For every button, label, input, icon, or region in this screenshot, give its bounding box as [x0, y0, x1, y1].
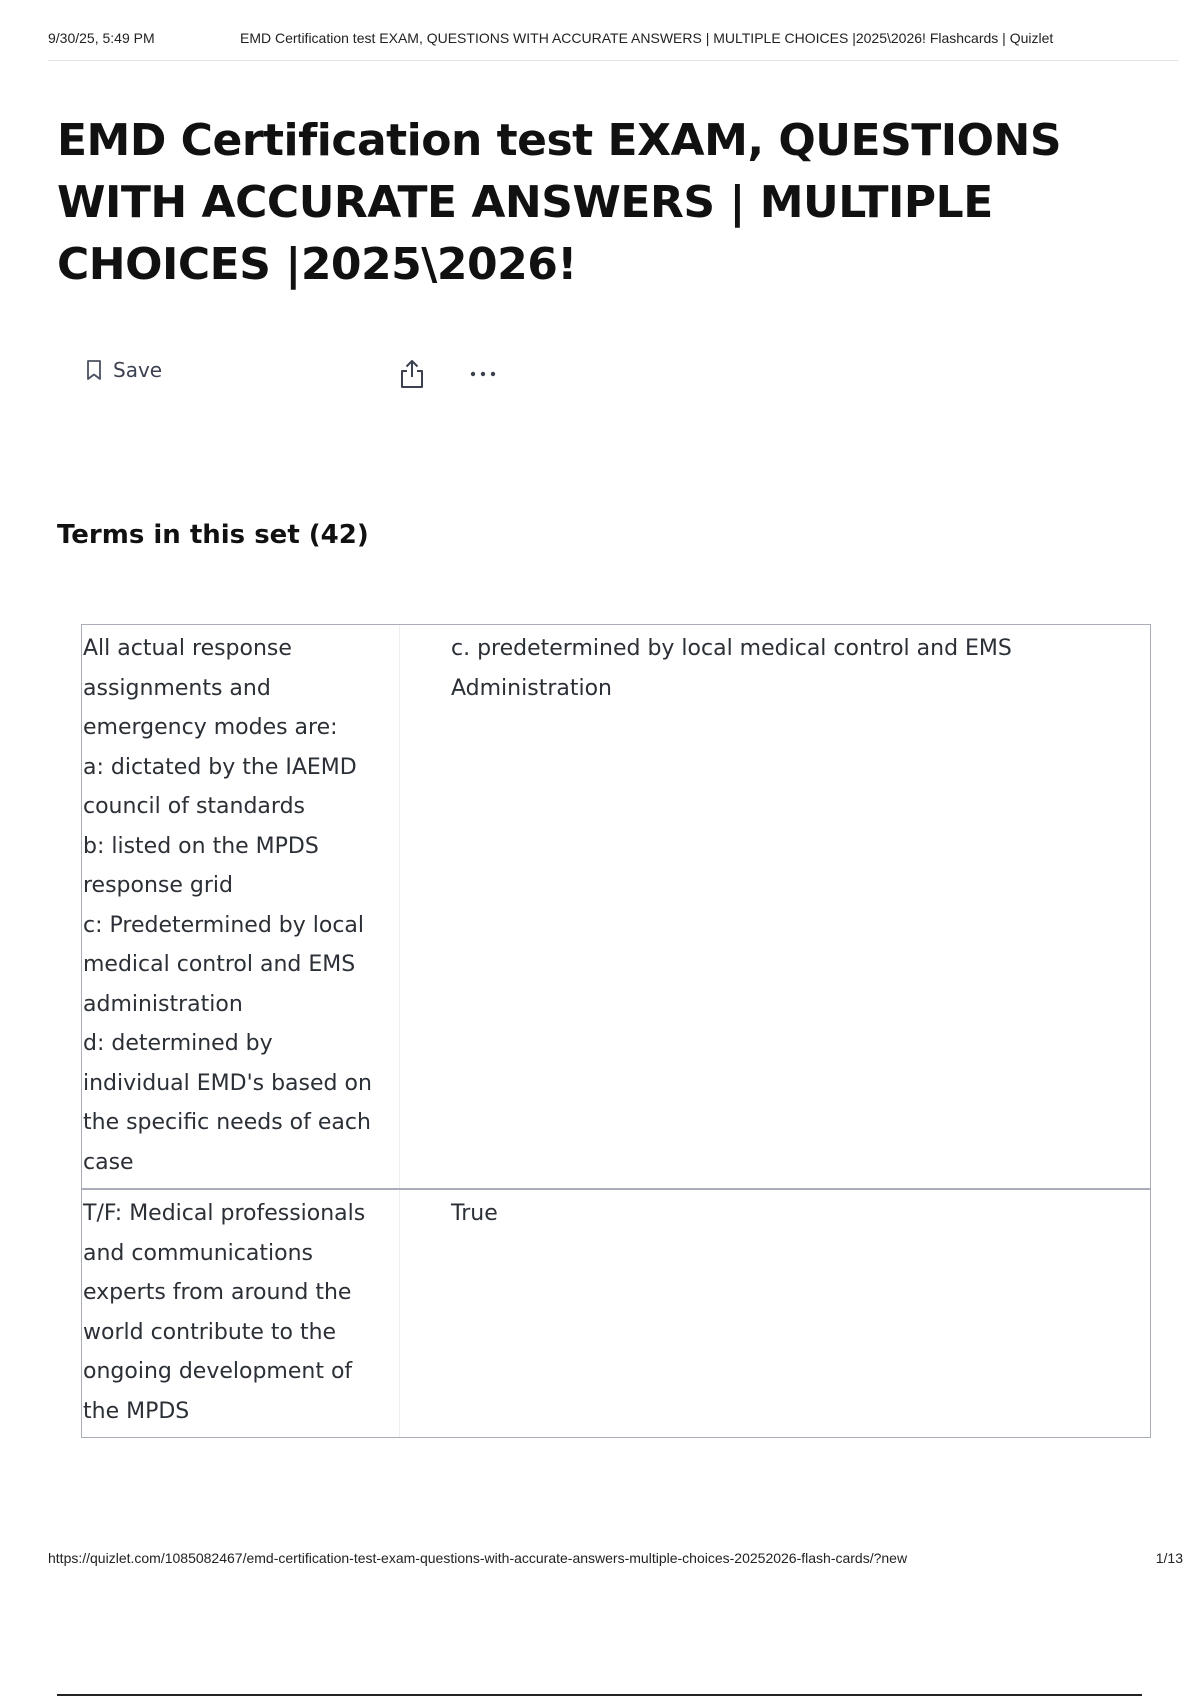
print-date: 9/30/25, 5:49 PM [48, 30, 155, 46]
term-row [82, 1190, 1150, 1437]
divider [57, 1694, 1142, 1696]
bookmark-icon [85, 359, 103, 381]
print-footer [48, 1550, 1183, 1574]
more-options-button[interactable] [467, 358, 499, 390]
terms-heading: Terms in this set (42) [57, 520, 369, 550]
page-number: 1/13 [1155, 1550, 1183, 1566]
term-text: T/F: Medical professionals and communications experts from around the world contribute to the ongoing development of the MPDS [82, 1190, 400, 1437]
share-button[interactable] [397, 358, 427, 390]
more-icon [467, 358, 499, 390]
save-button-label: Save [113, 358, 163, 382]
page-url: https://quizlet.com/1085082467/emd-certification-test-exam-questions-with-accurate-answers-multiple-choices-20252026-flash-cards/?new [48, 1550, 908, 1566]
print-document-title: EMD Certification test EXAM, QUESTIONS WITH ACCURATE ANSWERS | MULTIPLE CHOICES |2025\2026! Flashcards | Quizlet [240, 30, 1054, 46]
terms-table [81, 624, 1151, 1438]
term-row [82, 625, 1150, 1190]
page-title: EMD Certification test EXAM, QUESTIONS WITH ACCURATE ANSWERS | MULTIPLE CHOICES |2025\2026! [57, 115, 1062, 290]
definition-text: True [451, 1201, 498, 1226]
share-icon [397, 358, 427, 390]
definition-text: c. predetermined by local medical control and EMS Administration [451, 636, 1012, 701]
save-button[interactable] [85, 358, 162, 382]
print-header [48, 30, 1178, 61]
term-text: All actual response assignments and emergency modes are: a: dictated by the IAEMD council of standards b: listed on the MPDS response grid c: Predetermined by local medical control and EMS administration d: determined by individual EMD's based on the specific needs of each case [82, 625, 400, 1188]
